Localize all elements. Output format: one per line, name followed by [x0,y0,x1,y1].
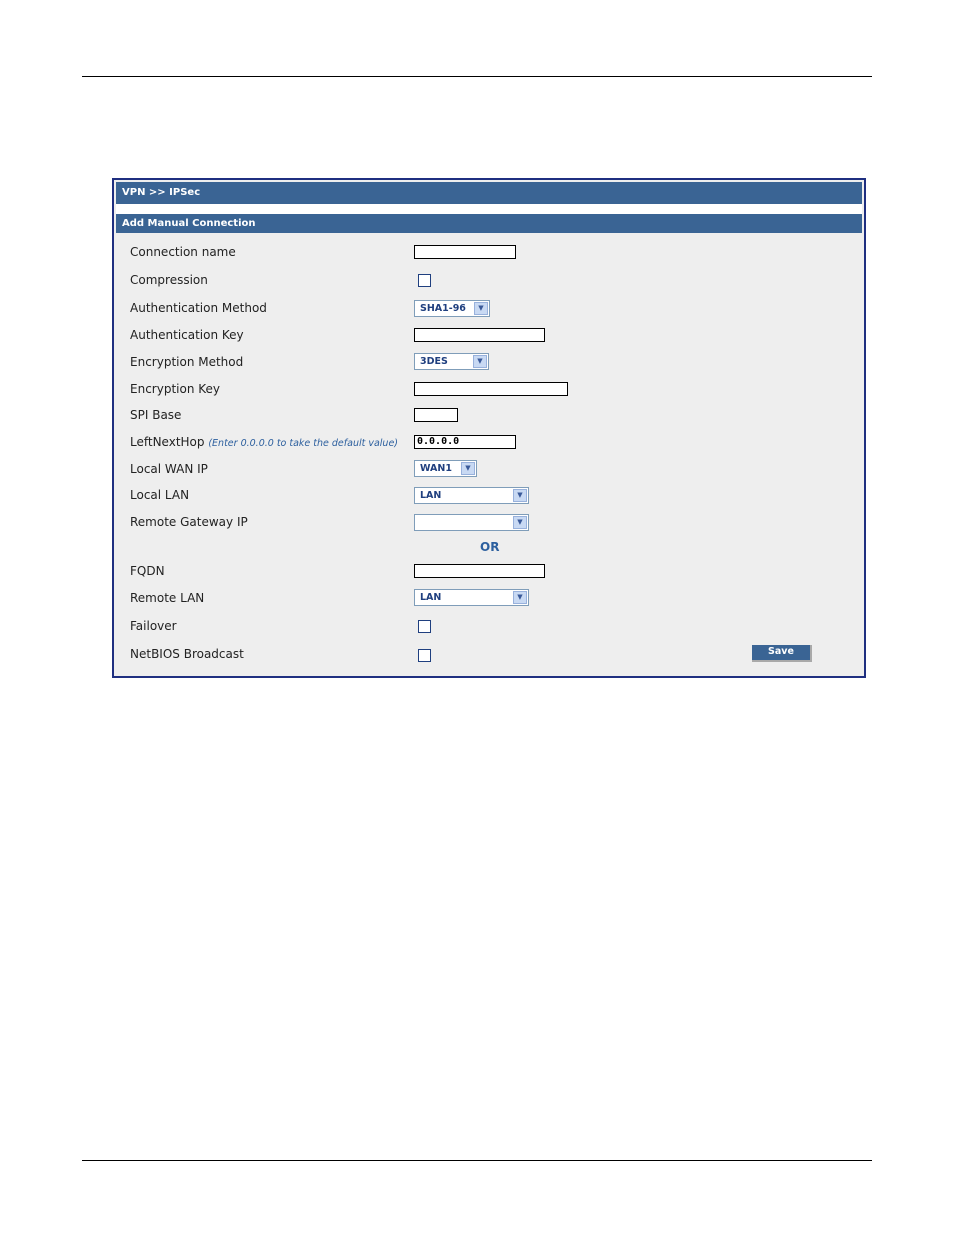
spi-base-input[interactable] [414,408,458,422]
chevron-down-icon: ▼ [513,516,527,529]
chevron-down-icon: ▼ [461,462,475,475]
local-lan-value: LAN [420,490,442,501]
save-button[interactable]: Save [752,645,812,662]
compression-label: Compression [130,273,208,287]
enc-method-value: 3DES [420,356,448,367]
fqdn-label: FQDN [130,564,165,578]
auth-method-select[interactable] [414,300,490,317]
failover-label: Failover [130,619,177,633]
spi-base-label: SPI Base [130,408,182,422]
local-wan-ip-select[interactable] [414,460,477,477]
enc-key-label: Encryption Key [130,382,220,396]
auth-key-input[interactable] [414,328,545,342]
connection-name-input[interactable] [414,245,516,259]
auth-method-value: SHA1-96 [420,303,466,314]
chevron-down-icon: ▼ [513,591,527,604]
auth-key-label: Authentication Key [130,328,244,342]
left-next-hop-input[interactable]: 0.0.0.0 [414,435,516,449]
enc-method-select[interactable] [414,353,489,370]
or-separator: OR [480,540,500,554]
left-next-hop-label: LeftNextHop (Enter 0.0.0.0 to take the default value) [130,435,399,449]
remote-gateway-ip-select[interactable] [414,514,529,531]
auth-method-label: Authentication Method [130,301,267,315]
remote-lan-label: Remote LAN [130,591,205,605]
remote-gateway-ip-label: Remote Gateway IP [130,515,248,529]
local-lan-label: Local LAN [130,488,190,502]
remote-lan-value: LAN [420,592,442,603]
local-wan-ip-label: Local WAN IP [130,462,208,476]
chevron-down-icon: ▼ [474,302,488,315]
local-lan-select[interactable] [414,487,529,504]
ipsec-panel [112,178,866,678]
enc-method-label: Encryption Method [130,355,244,369]
chevron-down-icon: ▼ [473,355,487,368]
chevron-down-icon: ▼ [513,489,527,502]
breadcrumb: VPN >> IPSec [116,182,862,204]
footer-rule [82,1160,872,1161]
netbios-checkbox[interactable] [418,649,431,662]
header-rule [82,76,872,77]
local-wan-ip-value: WAN1 [420,463,452,474]
remote-lan-select[interactable] [414,589,529,606]
section-title: Add Manual Connection [116,214,862,233]
failover-checkbox[interactable] [418,620,431,633]
netbios-label: NetBIOS Broadcast [130,647,244,661]
enc-key-input[interactable] [414,382,568,396]
left-next-hop-hint: (Enter 0.0.0.0 to take the default value) [208,438,399,449]
compression-checkbox[interactable] [418,274,431,287]
fqdn-input[interactable] [414,564,545,578]
connection-name-label: Connection name [130,245,236,259]
